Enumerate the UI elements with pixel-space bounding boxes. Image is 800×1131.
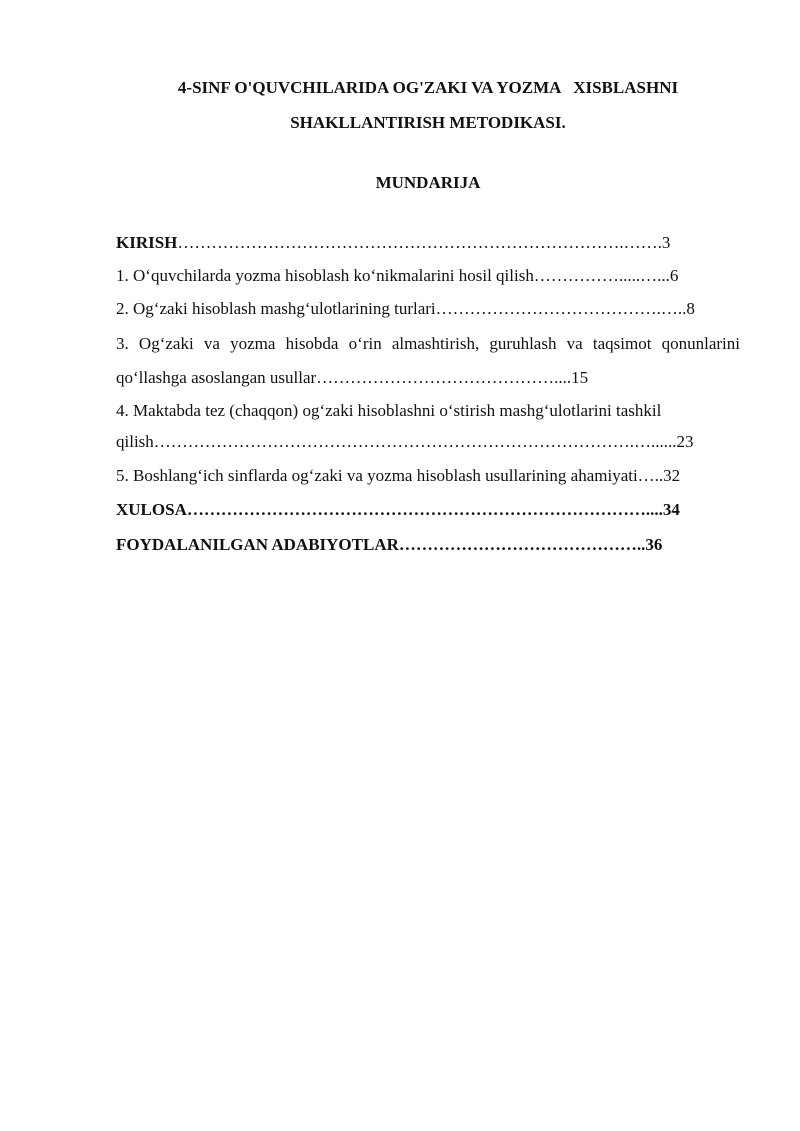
- toc-entry-kirish-leader: …………………………………………………………………….…….3: [177, 233, 671, 252]
- toc-heading: MUNDARIJA: [375, 173, 481, 192]
- toc-entry-xulosa: XULOSA………………………………………………………………………....34: [116, 500, 680, 519]
- toc-entry-3-line-2: qo‘llashga asoslangan usullar……………………………………....15: [116, 368, 589, 387]
- toc-entry-5: 5. Boshlang‘ich sinflarda og‘zaki va yozma hisoblash usullarining ahamiyati…..32: [116, 466, 681, 485]
- toc-entry-2: 2. Og‘zaki hisoblash mashg‘ulotlarining turlari………………………………….…..8: [116, 299, 695, 318]
- toc-entry-4-line-1: 4. Maktabda tez (chaqqon) og‘zaki hisoblashni o‘stirish mashg‘ulotlarini tashkil: [116, 401, 662, 420]
- toc-entry-kirish-label: KIRISH: [116, 233, 178, 252]
- toc-entry-1: 1. O‘quvchilarda yozma hisoblash ko‘nikmalarini hosil qilish…………….....…...6: [116, 266, 679, 285]
- document-title-line-2: SHAKLLANTIRISH METODIKASI.: [290, 113, 566, 132]
- toc-entry-kirish: [116, 233, 670, 253]
- toc-entry-adabiyotlar: FOYDALANILGAN ADABIYOTLAR……………………………………..36: [116, 535, 663, 554]
- toc-entry-3-line-1: 3. Og‘zaki va yozma hisobda o‘rin almashtirish, guruhlash va taqsimot qonunlarini: [116, 334, 740, 353]
- toc-entry-4-line-2: qilish………………………………………………………………………….…......23: [116, 432, 694, 451]
- document-title-line-1: 4-SINF O'QUVCHILARIDA OG'ZAKI VA YOZMA XISBLASHNI: [177, 78, 679, 97]
